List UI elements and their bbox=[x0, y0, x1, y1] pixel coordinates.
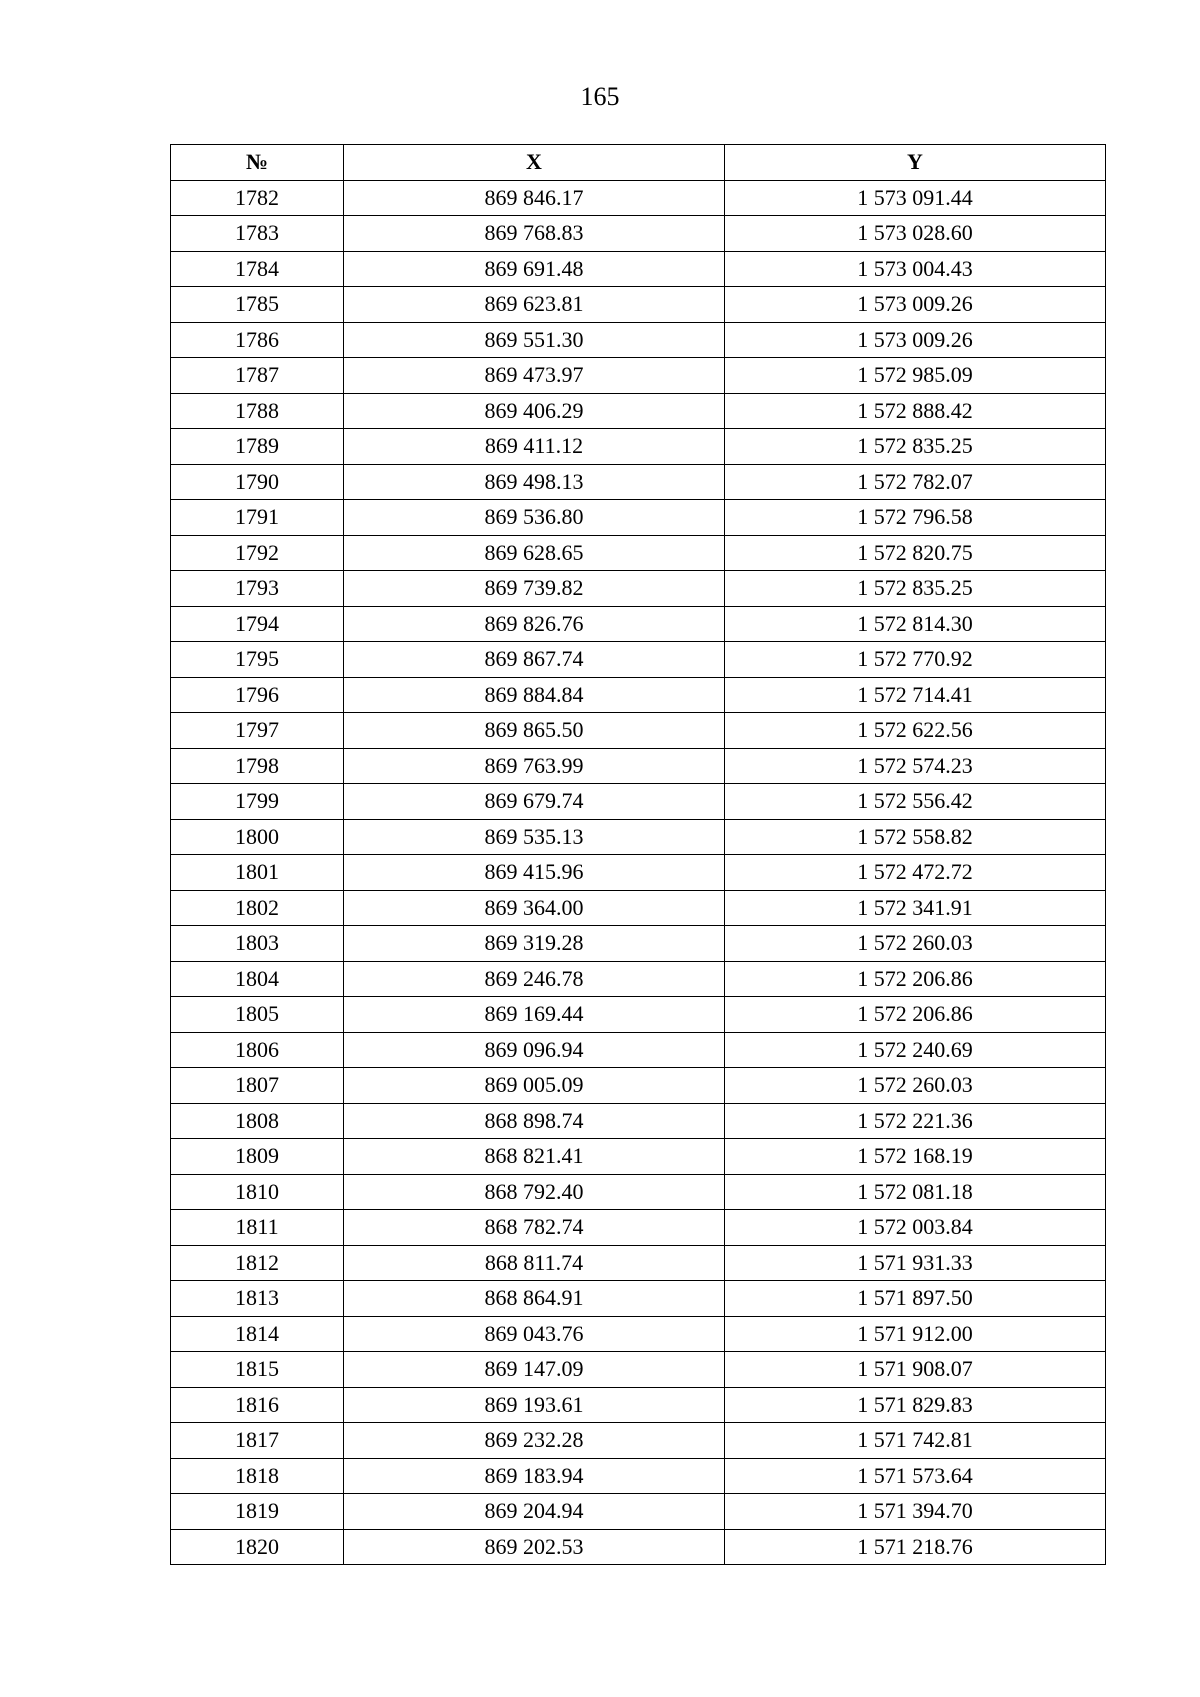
table-row bbox=[171, 748, 1106, 784]
cell-y: 1 572 714.41 bbox=[725, 677, 1106, 713]
cell-x: 869 865.50 bbox=[344, 713, 725, 749]
cell-x: 869 169.44 bbox=[344, 997, 725, 1033]
cell-y: 1 572 574.23 bbox=[725, 748, 1106, 784]
cell-x: 868 782.74 bbox=[344, 1210, 725, 1246]
cell-number: 1807 bbox=[171, 1068, 344, 1104]
table-body bbox=[171, 180, 1106, 1565]
cell-y: 1 572 796.58 bbox=[725, 500, 1106, 536]
table-row bbox=[171, 961, 1106, 997]
table-row bbox=[171, 358, 1106, 394]
table-row bbox=[171, 606, 1106, 642]
cell-y: 1 572 240.69 bbox=[725, 1032, 1106, 1068]
cell-y: 1 573 004.43 bbox=[725, 251, 1106, 287]
cell-x: 869 406.29 bbox=[344, 393, 725, 429]
cell-number: 1811 bbox=[171, 1210, 344, 1246]
cell-y: 1 572 770.92 bbox=[725, 642, 1106, 678]
table-row bbox=[171, 1387, 1106, 1423]
cell-number: 1804 bbox=[171, 961, 344, 997]
cell-y: 1 572 472.72 bbox=[725, 855, 1106, 891]
cell-x: 869 535.13 bbox=[344, 819, 725, 855]
cell-x: 869 551.30 bbox=[344, 322, 725, 358]
table-row bbox=[171, 429, 1106, 465]
cell-x: 869 498.13 bbox=[344, 464, 725, 500]
cell-x: 869 691.48 bbox=[344, 251, 725, 287]
cell-number: 1819 bbox=[171, 1494, 344, 1530]
table-row bbox=[171, 997, 1106, 1033]
table-row bbox=[171, 535, 1106, 571]
cell-y: 1 572 556.42 bbox=[725, 784, 1106, 820]
cell-number: 1797 bbox=[171, 713, 344, 749]
cell-number: 1812 bbox=[171, 1245, 344, 1281]
table-row bbox=[171, 1281, 1106, 1317]
table-row bbox=[171, 1103, 1106, 1139]
cell-number: 1782 bbox=[171, 180, 344, 216]
cell-number: 1788 bbox=[171, 393, 344, 429]
cell-y: 1 571 218.76 bbox=[725, 1529, 1106, 1565]
table-row bbox=[171, 890, 1106, 926]
table-row bbox=[171, 784, 1106, 820]
cell-number: 1805 bbox=[171, 997, 344, 1033]
cell-y: 1 572 341.91 bbox=[725, 890, 1106, 926]
cell-x: 869 246.78 bbox=[344, 961, 725, 997]
table-row bbox=[171, 1032, 1106, 1068]
cell-x: 869 415.96 bbox=[344, 855, 725, 891]
table-row bbox=[171, 464, 1106, 500]
cell-y: 1 573 028.60 bbox=[725, 216, 1106, 252]
table-row bbox=[171, 251, 1106, 287]
header-y: Y bbox=[725, 145, 1106, 181]
table-row bbox=[171, 1458, 1106, 1494]
cell-x: 869 473.97 bbox=[344, 358, 725, 394]
cell-y: 1 572 206.86 bbox=[725, 997, 1106, 1033]
cell-x: 869 768.83 bbox=[344, 216, 725, 252]
cell-y: 1 572 835.25 bbox=[725, 429, 1106, 465]
cell-number: 1799 bbox=[171, 784, 344, 820]
cell-number: 1787 bbox=[171, 358, 344, 394]
cell-y: 1 572 081.18 bbox=[725, 1174, 1106, 1210]
page-number: 165 bbox=[580, 82, 620, 111]
cell-x: 869 867.74 bbox=[344, 642, 725, 678]
header-number: № bbox=[171, 145, 344, 181]
table-row bbox=[171, 322, 1106, 358]
cell-y: 1 572 168.19 bbox=[725, 1139, 1106, 1175]
cell-x: 869 147.09 bbox=[344, 1352, 725, 1388]
cell-y: 1 572 003.84 bbox=[725, 1210, 1106, 1246]
cell-number: 1791 bbox=[171, 500, 344, 536]
cell-number: 1815 bbox=[171, 1352, 344, 1388]
cell-y: 1 572 820.75 bbox=[725, 535, 1106, 571]
cell-x: 869 183.94 bbox=[344, 1458, 725, 1494]
table-row bbox=[171, 1210, 1106, 1246]
cell-number: 1801 bbox=[171, 855, 344, 891]
cell-number: 1789 bbox=[171, 429, 344, 465]
cell-x: 869 884.84 bbox=[344, 677, 725, 713]
cell-x: 868 811.74 bbox=[344, 1245, 725, 1281]
cell-number: 1793 bbox=[171, 571, 344, 607]
cell-number: 1786 bbox=[171, 322, 344, 358]
table-row bbox=[171, 1423, 1106, 1459]
cell-x: 869 826.76 bbox=[344, 606, 725, 642]
cell-x: 869 679.74 bbox=[344, 784, 725, 820]
cell-y: 1 572 814.30 bbox=[725, 606, 1106, 642]
coordinates-table bbox=[170, 144, 1106, 1565]
table-row bbox=[171, 677, 1106, 713]
cell-y: 1 572 622.56 bbox=[725, 713, 1106, 749]
table-row bbox=[171, 855, 1106, 891]
table-row bbox=[171, 1494, 1106, 1530]
cell-x: 869 628.65 bbox=[344, 535, 725, 571]
cell-number: 1810 bbox=[171, 1174, 344, 1210]
cell-number: 1808 bbox=[171, 1103, 344, 1139]
cell-x: 869 202.53 bbox=[344, 1529, 725, 1565]
cell-y: 1 571 931.33 bbox=[725, 1245, 1106, 1281]
table-row bbox=[171, 180, 1106, 216]
cell-number: 1814 bbox=[171, 1316, 344, 1352]
table-row bbox=[171, 713, 1106, 749]
cell-x: 869 763.99 bbox=[344, 748, 725, 784]
table-row bbox=[171, 1352, 1106, 1388]
cell-x: 868 821.41 bbox=[344, 1139, 725, 1175]
cell-number: 1800 bbox=[171, 819, 344, 855]
cell-y: 1 572 558.82 bbox=[725, 819, 1106, 855]
cell-y: 1 572 260.03 bbox=[725, 1068, 1106, 1104]
table-row bbox=[171, 500, 1106, 536]
table-row bbox=[171, 1529, 1106, 1565]
cell-y: 1 572 782.07 bbox=[725, 464, 1106, 500]
cell-number: 1794 bbox=[171, 606, 344, 642]
table-row bbox=[171, 926, 1106, 962]
table-row bbox=[171, 287, 1106, 323]
cell-x: 869 204.94 bbox=[344, 1494, 725, 1530]
table-row bbox=[171, 1139, 1106, 1175]
cell-number: 1795 bbox=[171, 642, 344, 678]
cell-number: 1820 bbox=[171, 1529, 344, 1565]
table-row bbox=[171, 571, 1106, 607]
cell-number: 1798 bbox=[171, 748, 344, 784]
cell-y: 1 572 835.25 bbox=[725, 571, 1106, 607]
table-row bbox=[171, 819, 1106, 855]
cell-y: 1 571 912.00 bbox=[725, 1316, 1106, 1352]
cell-number: 1802 bbox=[171, 890, 344, 926]
cell-x: 869 846.17 bbox=[344, 180, 725, 216]
cell-x: 869 005.09 bbox=[344, 1068, 725, 1104]
cell-y: 1 573 009.26 bbox=[725, 287, 1106, 323]
cell-number: 1813 bbox=[171, 1281, 344, 1317]
cell-y: 1 571 897.50 bbox=[725, 1281, 1106, 1317]
cell-y: 1 572 260.03 bbox=[725, 926, 1106, 962]
cell-x: 869 536.80 bbox=[344, 500, 725, 536]
cell-y: 1 571 394.70 bbox=[725, 1494, 1106, 1530]
cell-number: 1818 bbox=[171, 1458, 344, 1494]
cell-x: 869 411.12 bbox=[344, 429, 725, 465]
cell-x: 869 043.76 bbox=[344, 1316, 725, 1352]
cell-x: 868 864.91 bbox=[344, 1281, 725, 1317]
cell-x: 869 319.28 bbox=[344, 926, 725, 962]
cell-y: 1 571 829.83 bbox=[725, 1387, 1106, 1423]
cell-number: 1816 bbox=[171, 1387, 344, 1423]
cell-number: 1817 bbox=[171, 1423, 344, 1459]
header-x: X bbox=[344, 145, 725, 181]
table-row bbox=[171, 1174, 1106, 1210]
table-row bbox=[171, 216, 1106, 252]
cell-number: 1796 bbox=[171, 677, 344, 713]
table-row bbox=[171, 1316, 1106, 1352]
cell-x: 869 193.61 bbox=[344, 1387, 725, 1423]
table-row bbox=[171, 393, 1106, 429]
table-header-row bbox=[171, 145, 1106, 181]
cell-y: 1 571 908.07 bbox=[725, 1352, 1106, 1388]
table-row bbox=[171, 1245, 1106, 1281]
cell-y: 1 571 573.64 bbox=[725, 1458, 1106, 1494]
cell-x: 868 898.74 bbox=[344, 1103, 725, 1139]
cell-y: 1 572 221.36 bbox=[725, 1103, 1106, 1139]
cell-y: 1 571 742.81 bbox=[725, 1423, 1106, 1459]
cell-y: 1 572 206.86 bbox=[725, 961, 1106, 997]
cell-x: 869 739.82 bbox=[344, 571, 725, 607]
cell-x: 868 792.40 bbox=[344, 1174, 725, 1210]
cell-number: 1806 bbox=[171, 1032, 344, 1068]
cell-number: 1785 bbox=[171, 287, 344, 323]
cell-y: 1 572 985.09 bbox=[725, 358, 1106, 394]
cell-number: 1784 bbox=[171, 251, 344, 287]
cell-number: 1809 bbox=[171, 1139, 344, 1175]
cell-number: 1790 bbox=[171, 464, 344, 500]
cell-y: 1 573 091.44 bbox=[725, 180, 1106, 216]
cell-number: 1803 bbox=[171, 926, 344, 962]
cell-y: 1 573 009.26 bbox=[725, 322, 1106, 358]
cell-x: 869 623.81 bbox=[344, 287, 725, 323]
cell-x: 869 096.94 bbox=[344, 1032, 725, 1068]
cell-number: 1783 bbox=[171, 216, 344, 252]
cell-x: 869 364.00 bbox=[344, 890, 725, 926]
cell-number: 1792 bbox=[171, 535, 344, 571]
table-row bbox=[171, 642, 1106, 678]
cell-x: 869 232.28 bbox=[344, 1423, 725, 1459]
table-row bbox=[171, 1068, 1106, 1104]
cell-y: 1 572 888.42 bbox=[725, 393, 1106, 429]
